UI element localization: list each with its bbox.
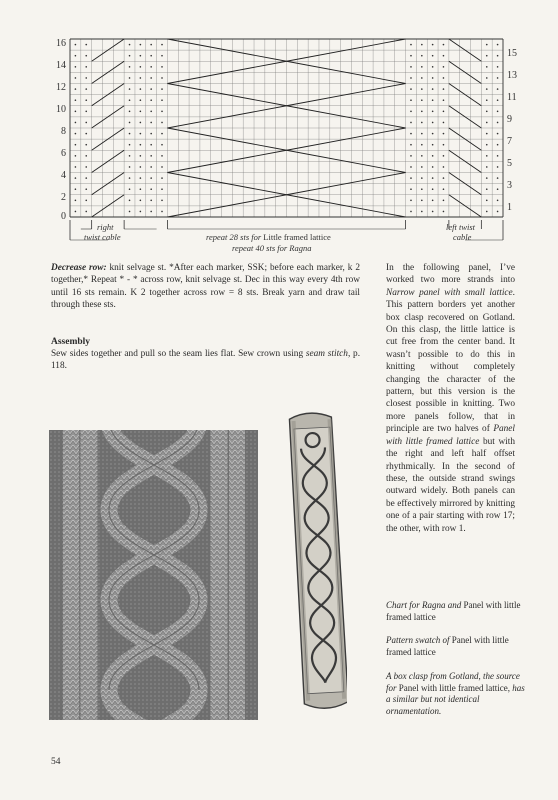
caption-3-italic-1: A box clasp from Gotland, the source for <box>386 671 520 693</box>
row-number-13: 13 <box>507 70 517 81</box>
assembly-text-1: Sew sides together and pull so the seam lies flat. Sew crown using <box>51 349 306 359</box>
caption-3-plain: Panel with little framed lattice, <box>396 682 510 693</box>
assembly-heading: Assembly <box>51 337 91 347</box>
knit-cable-pattern <box>49 430 258 720</box>
row-number-3: 3 <box>507 180 512 191</box>
row-number-12: 12 <box>56 82 66 93</box>
label-repeat-28: repeat 28 sts for Little framed lattice <box>206 232 331 242</box>
caption-2-italic: Pattern swatch of <box>386 635 450 645</box>
row-number-15: 15 <box>507 48 517 59</box>
rc-text-1: In the following panel, I’ve worked two more strands into <box>386 263 515 286</box>
label-right-twist-cable: twist cable <box>84 232 121 242</box>
knitting-chart <box>0 0 558 260</box>
decrease-instructions <box>51 262 360 312</box>
decrease-text: knit selvage st. *After each marker, SSK; before each marker, k 2 together,* Repeat * - * across row, knit selvage st. Dec in this way every 4th row until 16 sts remain. K 2 together across row = 8 sts. Break yarn and draw tail through these sts. <box>51 263 360 311</box>
caption-3-italic-2: has a similar but not identical ornamentation. <box>386 682 525 716</box>
pattern-swatch-photo <box>49 430 258 720</box>
assembly-text-2: , p. 118. <box>51 349 361 372</box>
row-number-6: 6 <box>61 148 66 159</box>
row-number-11: 11 <box>507 92 517 103</box>
caption-1-italic: Chart for Ragna and <box>386 600 462 610</box>
rc-italic-1: Narrow panel with small lattice <box>386 287 513 298</box>
row-number-9: 9 <box>507 114 512 125</box>
caption-chart <box>386 600 526 623</box>
row-number-0: 0 <box>61 211 66 222</box>
rc-italic-2: Panel with little framed lattice <box>386 424 515 447</box>
right-column-text <box>386 262 515 535</box>
caption-2-plain: Panel with little framed lattice <box>386 635 509 657</box>
label-repeat-40: repeat 40 sts for Ragna <box>232 243 312 253</box>
label-left-twist: left twist <box>446 222 476 232</box>
label-right-twist: right <box>97 222 114 232</box>
row-number-8: 8 <box>61 126 66 137</box>
assembly-section <box>51 337 360 373</box>
row-number-16: 16 <box>56 38 66 49</box>
page-number: 54 <box>51 757 61 767</box>
rc-text-2: . This pattern borders yet another box clasp recovered on Gotland. On this clasp, the little lattice is cut free from the center band. It wasn’t possible to do this in knitting without completely changing the character of the pattern, but this version is the closest possible in knitting. Two more panels follow, that in principle are two halves of <box>386 287 515 435</box>
caption-clasp <box>386 671 526 717</box>
row-number-5: 5 <box>507 158 512 169</box>
label-left-twist-cable: cable <box>453 232 472 242</box>
rc-text-3: but with the right and left half offset rhythmically. In the second of these, the outside strand swings outward widely. Both panels can be effectively mirrored by knitting one of a pair starting with row 17; the other, with row 1. <box>386 436 515 534</box>
box-clasp-image <box>287 408 347 718</box>
decrease-lead: Decrease row: <box>51 263 107 273</box>
gotland-box-clasp <box>287 408 347 718</box>
caption-swatch <box>386 635 526 658</box>
chart-grid <box>70 39 503 217</box>
row-number-2: 2 <box>61 192 66 203</box>
row-number-7: 7 <box>507 136 512 147</box>
row-number-14: 14 <box>56 60 66 71</box>
caption-1-plain: Panel with little framed lattice <box>386 600 521 622</box>
assembly-text-italic: seam stitch <box>305 349 348 359</box>
row-number-10: 10 <box>56 104 66 115</box>
row-number-4: 4 <box>61 170 66 181</box>
row-number-1: 1 <box>507 202 512 213</box>
